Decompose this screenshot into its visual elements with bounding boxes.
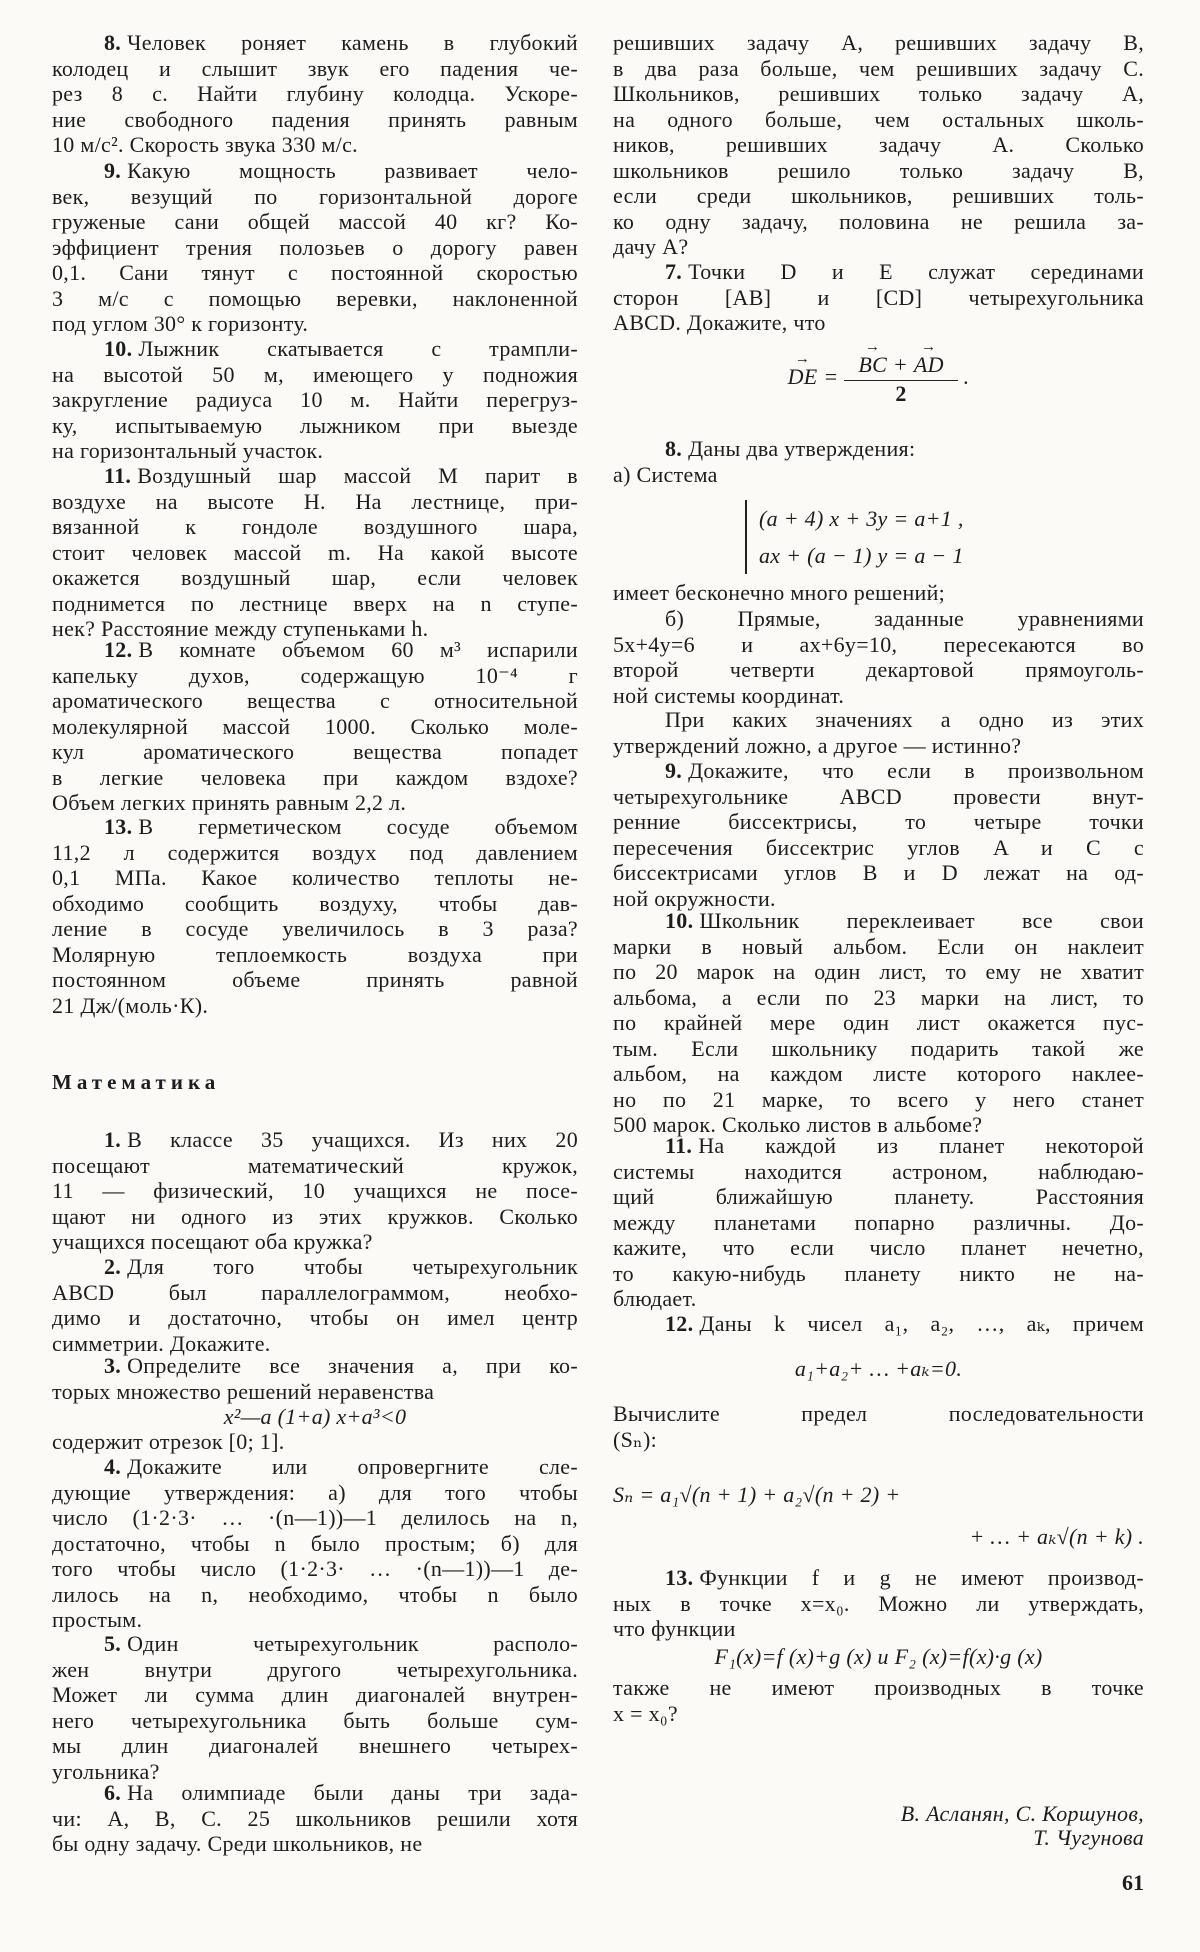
problem-text: Человек роняет камень в глубокий	[127, 30, 578, 55]
vector-de: → DE	[788, 364, 818, 390]
text-line: обходимо сообщить воздуху, чтобы дав-	[52, 890, 578, 916]
text-line: дачу A?	[613, 234, 689, 259]
problem	[52, 1454, 578, 1633]
text-line: нек? Расстояние между ступеньками h.	[52, 616, 429, 641]
text-line: по крайней мере один лист окажется пус-	[613, 1010, 1144, 1035]
text-line: x = x₀?	[613, 1700, 678, 1726]
text-line	[613, 259, 1144, 285]
text-line: второй четверти декартовой прямоуголь-	[613, 657, 1144, 682]
author-names: В. Асланян, С. Коршунов,	[900, 1801, 1144, 1826]
text-line: 10 м/с². Скорость звука 330 м/с.	[52, 132, 358, 157]
text-line: лилось на n, необходимо, чтобы n было	[52, 1581, 578, 1607]
problem	[613, 908, 1144, 1138]
text-line	[52, 30, 578, 56]
problem-continuation	[613, 580, 1144, 606]
text-line	[52, 1254, 578, 1280]
text-line: пересечения биссектрис углов A и C с	[613, 834, 1144, 860]
problem	[613, 1133, 1144, 1312]
sum-formula-text: a₁+a₂+ … +aₖ=0.	[794, 1356, 963, 1381]
text-line	[52, 158, 578, 184]
text-line: по 20 марок на один лист, то ему не хватит	[613, 959, 1144, 984]
text-line: то какую-нибудь планету никто не на-	[613, 1260, 1144, 1286]
text-line: что функции	[613, 1616, 736, 1641]
text-line: ление в сосуде увеличилось в 3 раза?	[52, 916, 578, 941]
text-line: колодец и слышит звук его падения че-	[52, 55, 578, 81]
problem-number: 9.	[665, 758, 683, 783]
problem-number: 12.	[104, 637, 133, 662]
problem	[52, 336, 578, 464]
text-line: 0,1 МПа. Какое количество теплоты не-	[52, 865, 578, 890]
text-line	[613, 758, 1144, 784]
problem-question	[613, 707, 1144, 758]
text-line	[52, 1454, 578, 1480]
problem-part-b	[613, 606, 1144, 708]
text-line: 5x+4y=6 и ax+6y=10, пересекаются во	[613, 631, 1144, 657]
text-line: б) Прямые, заданные уравнениями	[665, 606, 1144, 631]
problem-text: Даны два утверждения:	[688, 436, 916, 461]
problem-continuation	[613, 1675, 1144, 1726]
plus-sign: +	[892, 352, 909, 377]
text-line: капельку духов, содержащую 10⁻⁴ г	[52, 662, 578, 688]
text-line: ников, решивших задачу A. Сколько	[613, 132, 1144, 157]
problem	[52, 637, 578, 816]
text-line: 500 марок. Сколько листов в альбоме?	[613, 1112, 983, 1137]
problem-number: 1.	[104, 1127, 122, 1152]
text-line: ку, испытываемую лыжником при выезде	[52, 412, 578, 438]
text-line: а) Система	[613, 461, 718, 487]
text-line: стоит человек массой m. На какой высоте	[52, 539, 578, 565]
text-line: достаточно, чтобы n было простым; б) для	[52, 1530, 578, 1556]
problem-number: 12.	[665, 1311, 694, 1336]
text-line: но по 21 марке, то всего у него станет	[613, 1086, 1144, 1112]
problem-text: Для того чтобы четырехугольник	[127, 1254, 578, 1279]
problem-number: 2.	[104, 1254, 122, 1279]
text-line: ко одну задачу, половина не решила за-	[613, 208, 1144, 234]
text-line: ренние биссектрисы, то четыре точки	[613, 809, 1144, 834]
text-line: ной окружности.	[613, 885, 776, 911]
problem-number: 11.	[665, 1133, 693, 1158]
problem-continuation	[52, 1429, 578, 1455]
text-line: Вычислите предел последовательности	[613, 1401, 1144, 1426]
text-line: утверждений ложно, а другое — истинно?	[613, 732, 1022, 758]
problem	[613, 1311, 1144, 1337]
text-line: мы длин диагоналей внешнего четырех-	[52, 1733, 578, 1758]
problem-text: Точки D и E служат серединами	[688, 259, 1144, 284]
text-line: эффициент трения полозьев о дорогу равен	[52, 234, 578, 260]
text-line: век, везущий по горизонтальной дороге	[52, 183, 578, 209]
text-line: кажите, что если число планет нечетно,	[613, 1235, 1144, 1260]
text-line: угольника?	[52, 1758, 160, 1784]
problem-number: 10.	[104, 336, 133, 361]
text-line: Может ли сумма длин диагоналей внутрен-	[52, 1682, 578, 1707]
text-line: груженые сани общей массой 40 кг? Ко-	[52, 209, 578, 234]
text-line: также не имеют производных в точке	[613, 1675, 1144, 1700]
inequality-formula	[52, 1404, 578, 1430]
text-line: него четырехугольника быть больше сум-	[52, 1707, 578, 1733]
text-line: блюдает.	[613, 1286, 697, 1311]
text-line: поднимется по лестнице вверх на n ступе-	[52, 590, 578, 616]
text-line: ной системы координат.	[613, 682, 845, 708]
text-line: Молярную теплоемкость воздуха при	[52, 941, 578, 967]
author-names: Т. Чугунова	[1033, 1825, 1144, 1850]
page-number: 61	[1122, 1870, 1144, 1895]
text-line: на горизонтальный участок.	[52, 438, 324, 463]
text-line: тым. Если школьнику подарить такой же	[613, 1035, 1144, 1061]
text-line: чи: A, B, C. 25 школьников решили хотя	[52, 1805, 578, 1831]
text-line: 3 м/с с помощью веревки, наклоненной	[52, 285, 578, 311]
functions-formula	[613, 1644, 1144, 1670]
sequence-formula-line: Sₙ = a₁√(n + 1) + a₂√(n + 2) +	[613, 1482, 901, 1507]
text-line: молекулярной массой 1000. Сколько моле-	[52, 713, 578, 739]
problem-number: 5.	[104, 1631, 122, 1656]
text-line: постоянном объеме принять равной	[52, 967, 578, 992]
problem-number: 13.	[104, 814, 133, 839]
problem-text: В классе 35 учащихся. Из них 20	[127, 1127, 578, 1152]
fraction-numerator	[844, 352, 957, 381]
text-line	[613, 1565, 1144, 1591]
text-line: ABCD был параллелограммом, необхо-	[52, 1279, 578, 1305]
text-line: посещают математический кружок,	[52, 1152, 578, 1178]
problem-text: Докажите или опровергните сле-	[127, 1454, 578, 1479]
fraction	[844, 352, 957, 406]
text-line: системы находится астроном, наблюдаю-	[613, 1158, 1144, 1184]
text-line	[52, 637, 578, 663]
text-line: жен внутри другого четырехугольника.	[52, 1656, 578, 1682]
text-line: торых множество решений неравенства	[52, 1378, 435, 1404]
text-line	[52, 1631, 578, 1657]
text-line	[52, 1127, 578, 1153]
text-line	[613, 1311, 1144, 1337]
equals-sign: =	[823, 364, 839, 390]
problem-text: В комнате объемом 60 м³ испарили	[138, 637, 578, 662]
text-line	[52, 814, 578, 840]
text-line	[52, 336, 578, 362]
problem-continuation	[613, 30, 1144, 260]
problem	[613, 259, 1144, 336]
problem-text: Даны k чисел a₁, a₂, …, aₖ, причем	[699, 1311, 1144, 1336]
text-line	[52, 1353, 578, 1379]
text-line: димо и достаточно, чтобы он имел центр	[52, 1305, 578, 1330]
text-line: на высотой 50 м, имеющего у подножия	[52, 361, 578, 387]
section-heading	[52, 1070, 578, 1096]
text-line: Школьников, решивших только задачу A,	[613, 81, 1144, 106]
problem-number: 10.	[665, 908, 694, 933]
problem-number: 8.	[104, 30, 122, 55]
sum-formula	[613, 1356, 1144, 1382]
text-line: дующие утверждения: а) для того чтобы	[52, 1479, 578, 1505]
problem-text: Лыжник скатывается с трампли-	[138, 336, 578, 361]
text-line: 21 Дж/(моль·К).	[52, 992, 209, 1018]
vector-formula	[613, 352, 1144, 406]
problem-number: 11.	[104, 463, 132, 488]
text-line: ние свободного падения принять равным	[52, 106, 578, 132]
text-line: простым.	[52, 1607, 143, 1632]
text-line: число (1·2·3· … ·(n—1))—1 делилось на n,	[52, 1505, 578, 1530]
problem-text: Определите все значения a, при ко-	[127, 1353, 578, 1378]
text-line: в легкие человека при каждом вздохе?	[52, 764, 578, 790]
problem	[52, 30, 578, 158]
problem	[52, 158, 578, 337]
problem-number: 3.	[104, 1353, 122, 1378]
sequence-formula	[613, 1474, 1144, 1558]
text-line	[613, 436, 1144, 462]
problem-number: 9.	[104, 158, 122, 183]
text-line: имеет бесконечно много решений;	[613, 580, 946, 605]
text-line: между планетами попарно различны. До-	[613, 1209, 1144, 1235]
problem	[52, 1631, 578, 1784]
text-line: сторон [AB] и [CD] четырехугольника	[613, 284, 1144, 310]
problem	[52, 463, 578, 642]
text-line: бы одну задачу. Среди школьников, не	[52, 1831, 423, 1856]
vector-bc: → BC	[858, 352, 887, 378]
text-line: Объем легких принять равным 2,2 л.	[52, 790, 407, 815]
fraction-denominator: 2	[895, 380, 907, 406]
problem-text: Какую мощность развивает чело-	[127, 158, 578, 183]
problem-text: На олимпиаде были даны три зада-	[127, 1780, 578, 1805]
text-line: (Sₙ):	[613, 1426, 658, 1452]
system-brace	[745, 500, 1085, 574]
text-line: 11,2 л содержится воздух под давлением	[52, 839, 578, 865]
text-line: ароматического вещества с относительной	[52, 688, 578, 713]
text-line: ных в точке x=x₀. Можно ли утверждать,	[613, 1590, 1144, 1616]
inequality-formula-text: x²—a (1+a) x+a³<0	[223, 1404, 407, 1429]
text-line: 0,1. Сани тянут с постоянной скоростью	[52, 260, 578, 285]
problem-number: 7.	[665, 259, 683, 284]
text-line: ABCD. Докажите, что	[613, 310, 826, 335]
text-line: кул ароматического вещества попадет	[52, 739, 578, 764]
text-line: школьников решило только задачу B,	[613, 157, 1144, 183]
system-equation: (a + 4) x + 3y = a+1 ,	[759, 506, 964, 531]
text-line: альбома, а если по 23 марки на лист, то	[613, 984, 1144, 1010]
text-line	[52, 463, 578, 489]
text-line: четырехугольнике ABCD провести внут-	[613, 783, 1144, 809]
period: .	[963, 364, 970, 390]
text-line	[613, 1133, 1144, 1159]
text-line	[52, 1780, 578, 1806]
text-line: щий ближайшую планету. Расстояния	[613, 1184, 1144, 1209]
problem-text: Школьник переклеивает все свои	[699, 908, 1144, 933]
problem-continuation	[613, 1401, 1144, 1452]
text-line: закругление радиуса 10 м. Найти перегруз-	[52, 387, 578, 412]
text-line: вязанной к гондоле воздушного шара,	[52, 514, 578, 539]
author-signature	[613, 1802, 1144, 1850]
problem	[613, 758, 1144, 911]
vector-ad: → AD	[914, 352, 944, 378]
text-line: воздухе на высоте H. На лестнице, при-	[52, 488, 578, 514]
text-line: рез 8 с. Найти глубину колодца. Ускоре-	[52, 81, 578, 106]
text-line: марки в новый альбом. Если он наклеит	[613, 933, 1144, 959]
problem-number: 4.	[104, 1454, 122, 1479]
text-line: щают ни одного из этих кружков. Сколько	[52, 1203, 578, 1229]
text-line: на одного больше, чем остальных школь-	[613, 106, 1144, 132]
math-heading: Математика	[52, 1070, 221, 1094]
problem-text: Один четырехугольник располо-	[127, 1631, 578, 1656]
text-line: под углом 30° к горизонту.	[52, 311, 309, 336]
problem	[52, 814, 578, 1018]
problem	[52, 1254, 578, 1356]
text-line: симметрии. Докажите.	[52, 1330, 271, 1356]
text-line: 11 — физический, 10 учащихся не посе-	[52, 1178, 578, 1203]
text-line: если среди школьников, решивших толь-	[613, 183, 1144, 208]
text-line: учащихся посещают оба кружка?	[52, 1229, 373, 1254]
text-line: того чтобы число (1·2·3· … ·(n—1))—1 де-	[52, 1556, 578, 1581]
problem-text: В герметическом сосуде объемом	[138, 814, 578, 839]
problem-text: Функции f и g не имеют производ-	[699, 1565, 1144, 1590]
text-line: биссектрисами углов B и D лежат на од-	[613, 860, 1144, 885]
problem-text: Воздушный шар массой M парит в	[137, 463, 578, 488]
text-line	[613, 908, 1144, 934]
problem-text: Докажите, что если в произвольном	[688, 758, 1144, 783]
functions-formula-text: F₁(x)=f (x)+g (x) и F₂ (x)=f(x)·g (x)	[714, 1644, 1043, 1669]
problem-number: 13.	[665, 1565, 694, 1590]
equation-system	[745, 500, 1085, 574]
text-line: в два раза больше, чем решивших задачу C.	[613, 55, 1144, 81]
sequence-formula-line: + … + aₖ√(n + k) .	[969, 1524, 1144, 1549]
text-line: содержит отрезок [0; 1].	[52, 1429, 285, 1454]
system-equation: ax + (a − 1) y = a − 1	[759, 543, 964, 568]
problem-number: 6.	[104, 1780, 122, 1805]
problem	[613, 1565, 1144, 1642]
problem	[52, 1780, 578, 1857]
text-line: решивших задачу A, решивших задачу B,	[613, 30, 1144, 55]
problem	[52, 1127, 578, 1255]
problem	[52, 1353, 578, 1404]
problem-text: На каждой из планет некоторой	[698, 1133, 1144, 1158]
problem-number: 8.	[665, 436, 683, 461]
text-line: альбом, на каждом листе которого наклее-	[613, 1061, 1144, 1086]
text-line: окажется воздушный шар, если человек	[52, 565, 578, 590]
problem	[613, 436, 1144, 487]
text-line: При каких значениях a одно из этих	[665, 707, 1144, 732]
